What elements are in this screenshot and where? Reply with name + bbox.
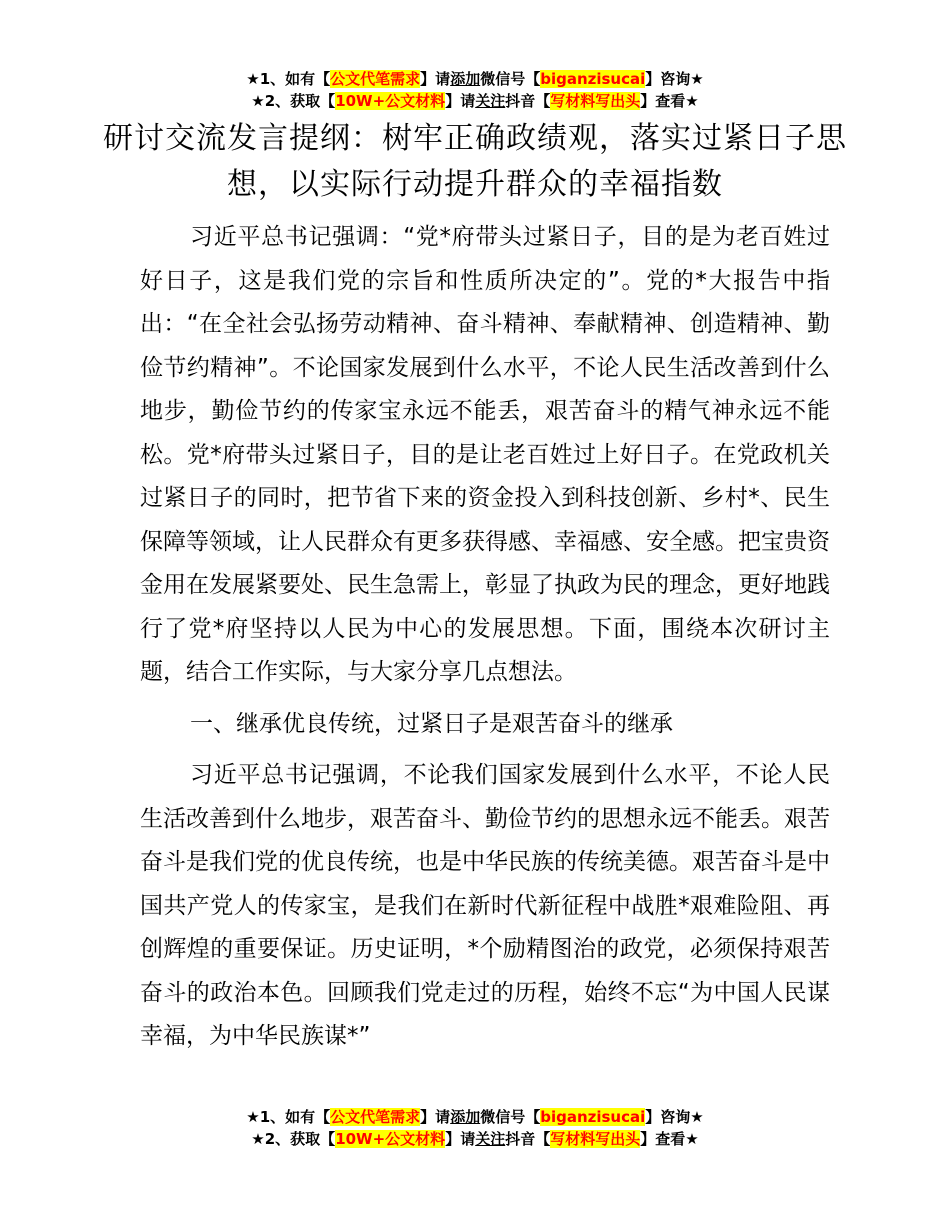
section-heading: 一、继承优良传统，过紧日子是艰苦奋斗的继承: [190, 710, 673, 737]
banner-text: 】查看★: [640, 1130, 699, 1148]
banner-highlight: 公文代笔需求: [330, 1108, 421, 1126]
banner-highlight: 写材料写出头: [550, 92, 641, 110]
banner-line-1: [0, 1106, 950, 1128]
paragraph-intro: 习近平总书记强调：“党*府带头过紧日子，目的是为老百姓过好日子，这是我们党的宗旨和性质所决定的”。党的*大报告中指出：“在全社会弘扬劳动精神、奋斗精神、奉献精神、创造精神、勤俭节约精神”。不论国家发展到什么水平，不论人民生活改善到什么地步，勤俭节约的传家宝永远不能丢，艰苦奋斗的精气神永远不能松。党*府带头过紧日子，目的是让老百姓过上好日子。在党政机关过紧日子的同时，把节省下来的资金投入到科技创新、乡村*、民生保障等领域，让人民群众有更多获得感、幸福感、安全感。把宝贵资金用在发展紧要处、民生急需上，彰显了执政为民的理念，更好地践行了党*府坚持以人民为中心的发展思想。下面，围绕本次研讨主题，结合工作实际，与大家分享几点想法。: [140, 224, 830, 685]
banner-line-2: [0, 90, 950, 112]
banner-emphasis: 添加: [450, 70, 481, 88]
banner-highlight: 10W+公文材料: [335, 1130, 446, 1148]
banner-emphasis: 添加: [450, 1108, 481, 1126]
banner-text: 】请: [445, 1130, 476, 1148]
banner-text: ★2、获取【: [251, 1130, 336, 1148]
banner-highlight: 写材料写出头: [550, 1130, 641, 1148]
banner-highlight: biganzisucai: [540, 1108, 646, 1126]
document-body: [140, 216, 830, 1067]
banner-text: 】查看★: [640, 92, 699, 110]
banner-text: ★2、获取【: [251, 92, 336, 110]
banner-text: ★1、如有【: [246, 1108, 331, 1126]
footer-banner: [0, 1106, 950, 1150]
banner-emphasis: 关注: [475, 1130, 506, 1148]
header-banner: [0, 68, 950, 112]
paragraph-section-1: 习近平总书记强调，不论我们国家发展到什么水平，不论人民生活改善到什么地步，艰苦奋斗、勤俭节约的思想永远不能丢。艰苦奋斗是我们党的优良传统，也是中华民族的传统美德。艰苦奋斗是中国共产党人的传家宝，是我们在新时代新征程中战胜*艰难险阻、再创辉煌的重要保证。历史证明，*个励精图治的政党，必须保持艰苦奋斗的政治本色。回顾我们党走过的历程，始终不忘“为中国人民谋幸福，为中华民族谋*”: [140, 762, 830, 1049]
banner-text: 微信号【: [480, 70, 541, 88]
banner-text: 抖音【: [505, 92, 551, 110]
document-title: 研讨交流发言提纲：树牢正确政绩观，落实过紧日子思想，以实际行动提升群众的幸福指数: [103, 121, 847, 202]
banner-text: 】咨询★: [645, 1108, 704, 1126]
banner-text: 微信号【: [480, 1108, 541, 1126]
banner-text: 】请: [420, 70, 451, 88]
banner-highlight: biganzisucai: [540, 70, 646, 88]
banner-text: 】咨询★: [645, 70, 704, 88]
banner-emphasis: 关注: [475, 92, 506, 110]
banner-highlight: 公文代笔需求: [330, 70, 421, 88]
banner-line-1: [0, 68, 950, 90]
banner-text: 】请: [445, 92, 476, 110]
banner-text: 抖音【: [505, 1130, 551, 1148]
banner-highlight: 10W+公文材料: [335, 92, 446, 110]
banner-text: 】请: [420, 1108, 451, 1126]
banner-text: ★1、如有【: [246, 70, 331, 88]
banner-line-2: [0, 1128, 950, 1150]
